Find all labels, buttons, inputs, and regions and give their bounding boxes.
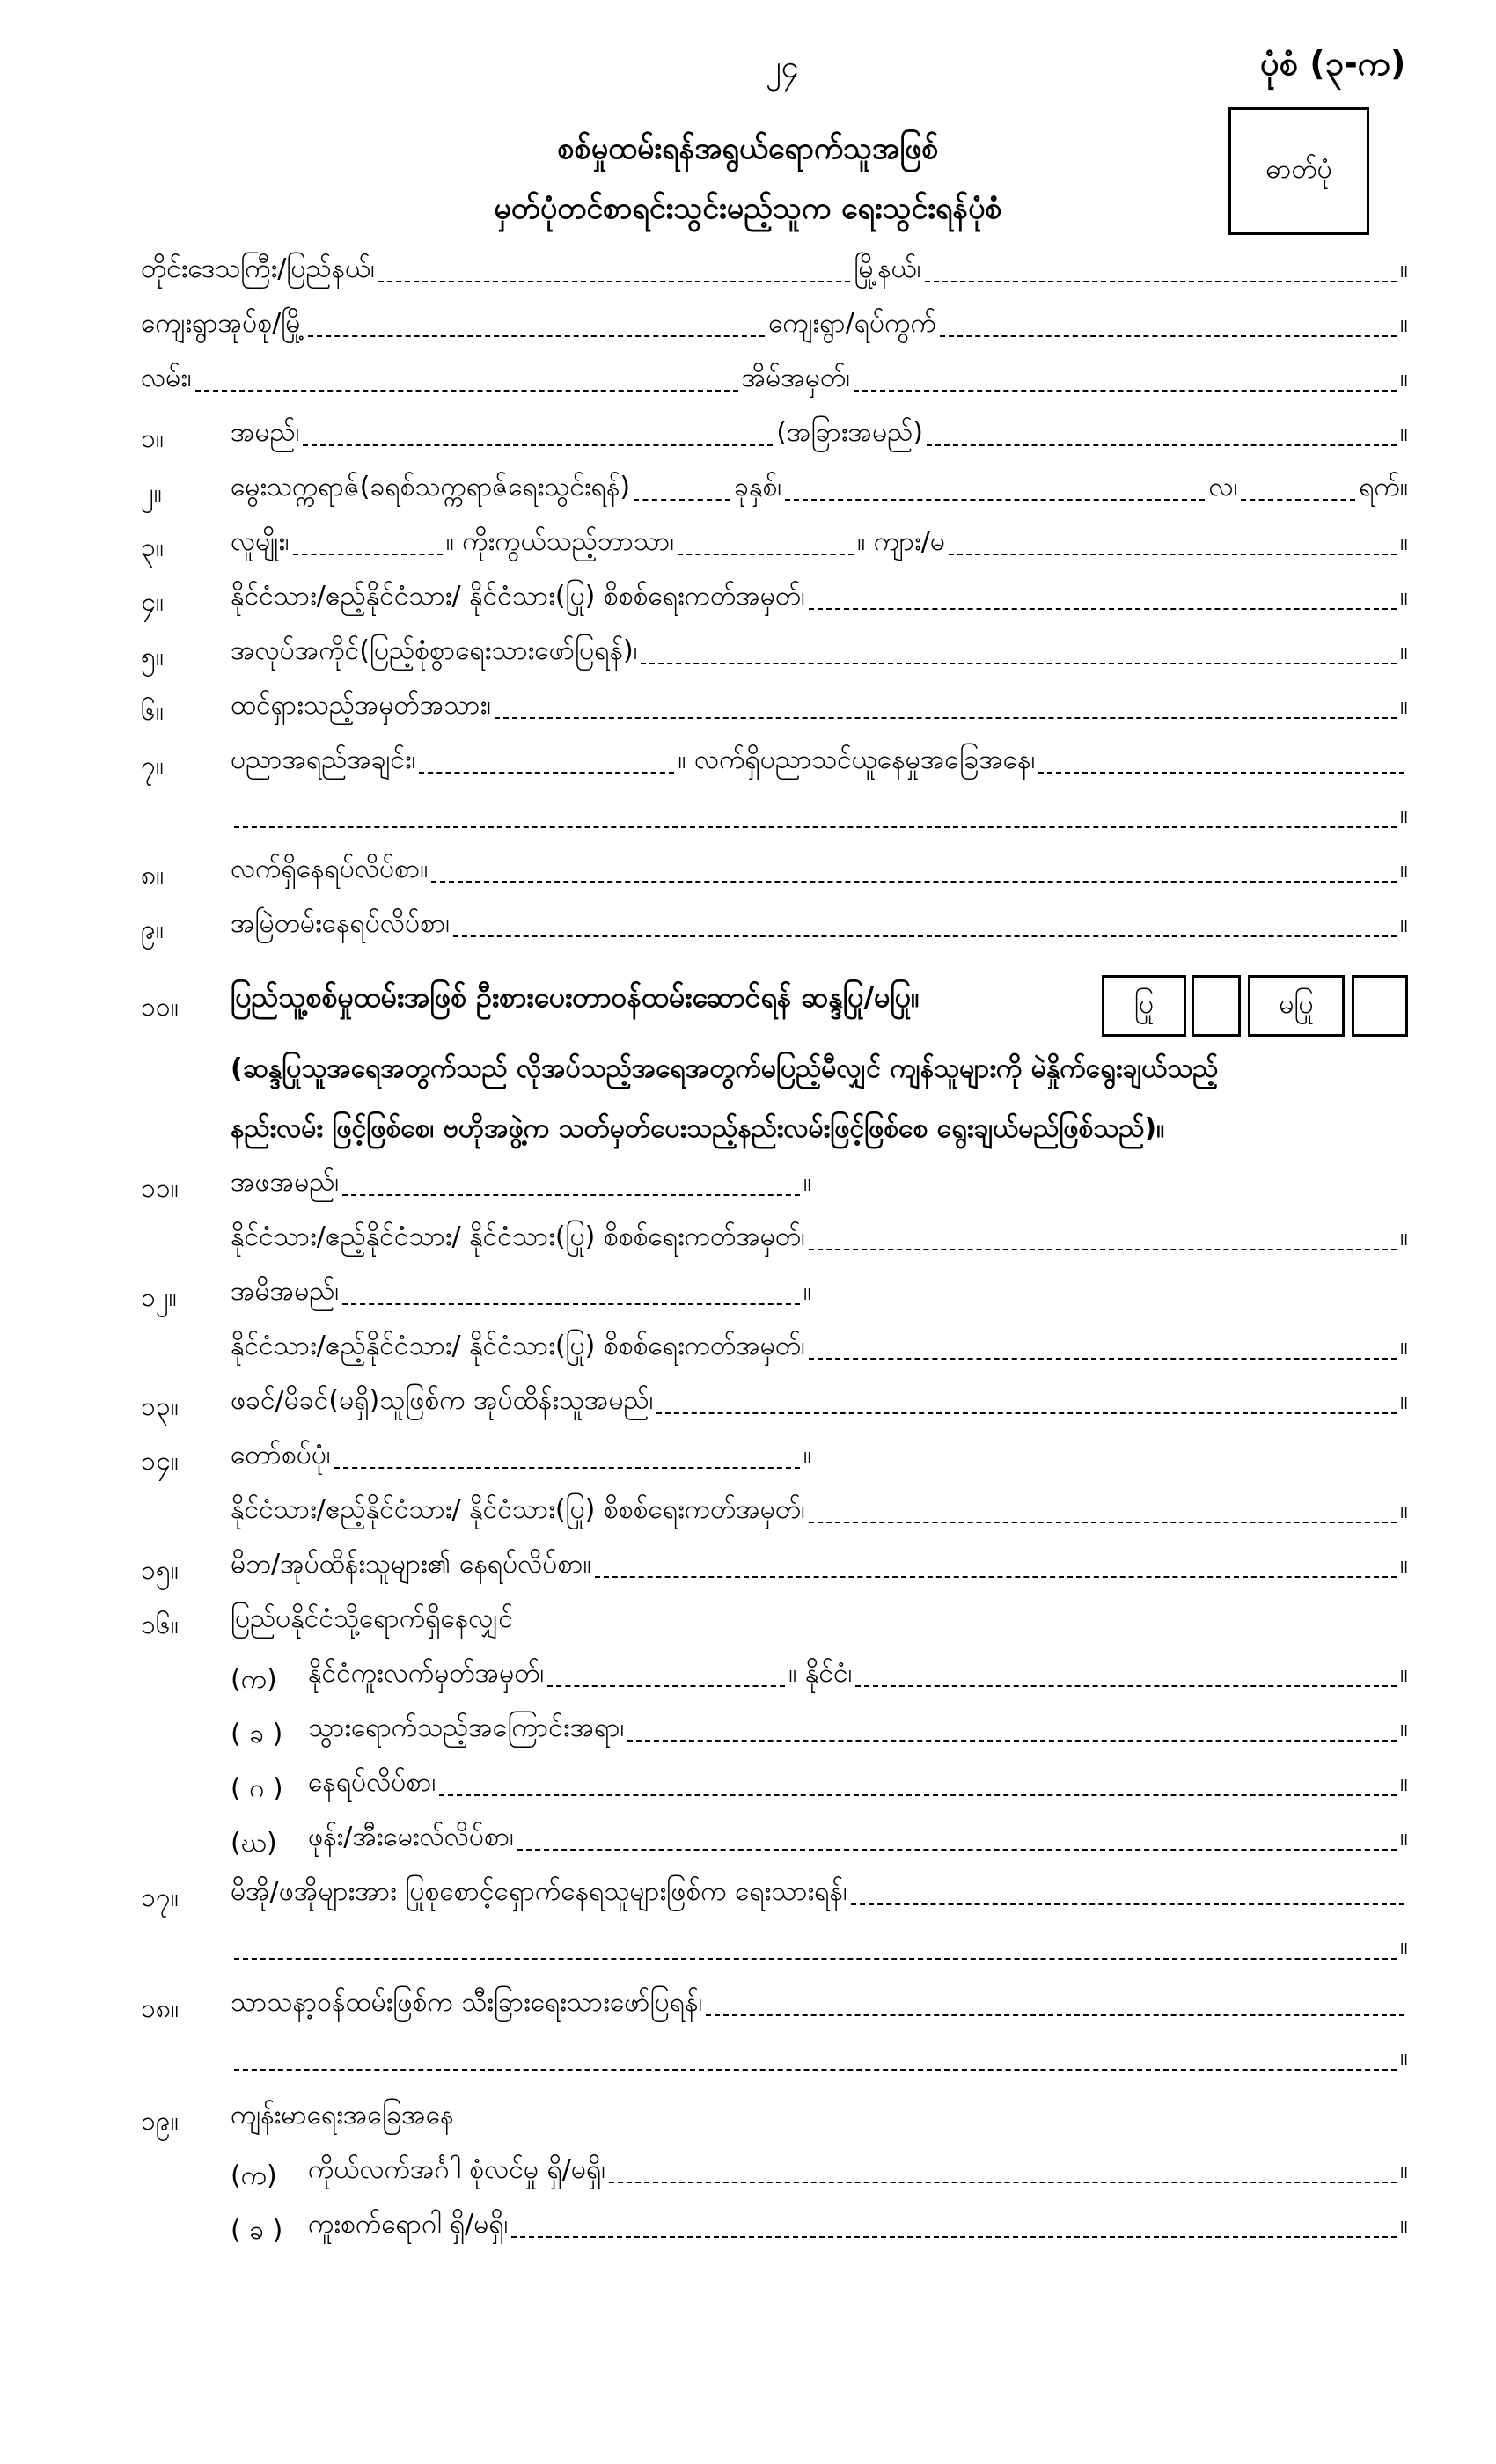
other-name-label: (အခြားအမည်) [776,417,923,448]
item-18-continuation [231,2038,1408,2079]
item-number-13: ၁၃။ [141,1391,179,1422]
guardian-name-label: ဖခင်/မိခင်(မရှိ)သူဖြစ်က အုပ်ထိန်းသူအမည်၊ [231,1385,654,1416]
item-9-row [231,905,1408,945]
relationship-field[interactable] [334,1467,800,1469]
current-address-label: လက်ရှိနေရပ်လိပ်စာ။ [231,854,429,884]
item-17-row [231,1873,1408,1913]
dob-day-label: ရက် [1359,472,1400,502]
end-mark: ။ [803,1276,811,1307]
sub-19b-key: ( ခ ) [231,2215,283,2246]
end-mark: ။ [1399,417,1408,448]
end-mark: ။ [1399,253,1409,284]
item-number-19: ၁၉။ [141,2106,179,2137]
item-4-row [231,577,1408,618]
passport-label: နိုင်ငံကူးလက်မှတ်အမှတ်၊ [308,1658,545,1689]
permanent-address-label: အမြဲတမ်းနေရပ်လိပ်စာ၊ [231,908,451,939]
sex-field[interactable] [949,554,1397,555]
permanent-address-field[interactable] [453,935,1397,937]
current-study-field[interactable] [1038,772,1404,774]
occupation-label: အလုပ်အကိုင်(ပြည့်စုံစွာရေးသားဖော်ပြရန်)၊ [231,635,638,666]
district-field[interactable] [925,281,1397,282]
item-5-row [231,632,1408,672]
street-label: လမ်း၊ [141,363,192,393]
dob-label: မွေးသက္ကရာဇ်(ခရစ်သက္ကရာဇ်ရေးသွင်းရန်) [231,472,631,502]
item-19-row [231,2096,1408,2137]
name-field[interactable] [303,444,773,446]
item-number-15: ၁၅။ [141,1555,179,1586]
physical-fitness-label: ကိုယ်လက်အင်္ဂါ စုံလင်မှု ရှိ/မရှိ၊ [308,2154,606,2185]
item-16-row [231,1600,1408,1640]
dob-month-label: လ၊ [1208,472,1238,502]
religious-staff-field[interactable] [706,2014,1404,2016]
physical-fitness-field[interactable] [609,2182,1397,2183]
end-mark: ။ [1399,799,1408,830]
abroad-address-field[interactable] [439,1794,1397,1796]
item-number-11: ၁၁။ [141,1173,179,1204]
sex-label: ။ ကျား/မ [857,526,945,557]
village-row [141,304,1408,345]
end-mark: ။ [1399,1494,1408,1525]
end-mark: ။ [803,1167,811,1198]
region-label: တိုင်းဒေသကြီး/ပြည်နယ်၊ [141,253,375,284]
volunteer-question: ပြည်သူ့စစ်မှုထမ်းအဖြစ် ဦးစားပေးတာဝန်ထမ်းဆောင်ရန် ဆန္ဒပြု/မပြု။ [231,980,920,1014]
guardian-id-label: နိုင်ငံသား/ဧည့်နိုင်ငံသား/ နိုင်ငံသား(ပြု) စိစစ်ရေးကတ်အမှတ်၊ [231,1494,805,1525]
caregiver-field[interactable] [851,1903,1404,1905]
guardian-name-field[interactable] [656,1412,1397,1414]
item-number-10: ၁၀။ [141,992,179,1023]
sub-19a-key: (က) [231,2160,277,2191]
abroad-heading: ပြည်ပနိုင်ငံသို့ရောက်ရှိနေလျှင် [231,1603,513,1634]
id-card-label: နိုင်ငံသား/ဧည့်နိုင်ငံသား/ နိုင်ငံသား(ပြု) စိစစ်ရေးကတ်အမှတ်၊ [231,581,805,612]
mother-id-field[interactable] [809,1358,1397,1360]
item-2-row [231,468,1408,509]
end-mark: ။ [1399,854,1408,884]
item-3-row [231,523,1408,563]
house-no-field[interactable] [854,390,1397,392]
health-heading: ကျန်းမာရေးအခြေအနေ [231,2100,454,2130]
item-7-row [231,741,1408,781]
form-number: ပုံစံ (၃-က) [1260,44,1406,83]
volunteer-no-label [1248,975,1345,1037]
page-number: ၂၄ [766,49,799,85]
selection-note-line1: (ဆန္ဒပြုသူအရေအတွက်သည် လိုအပ်သည့်အရေအတွက်မပြည့်မီလျှင် ကျန်သူများကို မဲနှိုက်ရွေးချယ်သည့် [231,1053,1219,1084]
mother-id-row [231,1327,1408,1368]
end-mark: ။ [1399,1712,1408,1743]
name-label: အမည်၊ [231,417,300,448]
end-mark: ။ [1399,363,1409,393]
caregiver-label: မိအို/ဖအိုများအား ပြုစုစောင့်ရှောက်နေရသူများဖြစ်က ရေးသားရန်၊ [231,1876,847,1907]
item-1-row [231,414,1408,454]
end-mark: ။ [1399,581,1408,612]
street-row [141,359,1408,400]
father-name-label: အဖအမည်၊ [231,1167,340,1198]
form-title-line1: စစ်မှုထမ်းရန်အရွယ်ရောက်သူအဖြစ် [557,131,939,166]
region-field[interactable] [378,281,850,282]
item-number-3: ၃။ [141,532,164,563]
item-number-9: ၉။ [141,914,164,945]
current-address-field[interactable] [431,881,1397,883]
item-number-8: ၈။ [141,860,165,891]
father-id-field[interactable] [809,1249,1397,1250]
sub-16d-row [308,1818,1408,1859]
end-mark: ။ [1399,690,1408,721]
item-number-2: ၂။ [141,478,162,509]
item-11-row [231,1163,811,1204]
item-6-row [231,686,1408,727]
item-15-row [231,1545,1408,1586]
end-mark: ။ [1399,2209,1408,2240]
education-label: ပညာအရည်အချင်း၊ [231,744,416,775]
item-13-row [231,1382,1408,1422]
abroad-address-label: နေရပ်လိပ်စာ၊ [308,1767,436,1798]
phone-email-label: ဖုန်း/အီးမေးလ်လိပ်စာ၊ [308,1822,514,1852]
sub-16c-row [308,1764,1408,1804]
id-card-field[interactable] [809,608,1397,610]
race-field[interactable] [293,554,443,555]
father-name-field[interactable] [342,1194,800,1196]
end-mark: ။ [803,1440,811,1470]
end-mark: ။ [1399,1221,1408,1252]
end-mark: ။ [1399,472,1408,502]
item-number-5: ၅။ [141,642,164,672]
sub-19a-row [308,2151,1408,2191]
item-number-7: ၇။ [141,751,164,781]
occupation-field[interactable] [641,663,1396,664]
sub-16d-key: (ဃ) [231,1828,277,1859]
religion-field[interactable] [678,554,854,555]
sub-16b-row [308,1709,1408,1749]
dob-year-field[interactable] [634,499,730,501]
village-tract-field[interactable] [308,335,765,337]
village-field[interactable] [940,335,1397,337]
religion-label: ။ ကိုးကွယ်သည့်ဘာသာ၊ [445,526,675,557]
item-number-14: ၁၄။ [141,1446,179,1477]
volunteer-no-checkbox[interactable] [1352,975,1408,1037]
current-study-label: ။ လက်ရှိပညာသင်ယူနေမှုအခြေအနေ၊ [678,744,1036,775]
volunteer-yes-label [1102,975,1186,1037]
form-title-line2: မှတ်ပုံတင်စာရင်းသွင်းမည့်သူက ရေးသွင်းရန်ပုံစံ [494,191,1002,226]
current-study-field-line2[interactable] [234,826,1397,828]
other-name-field[interactable] [927,444,1397,446]
end-mark: ။ [1399,908,1408,939]
house-no-label: အိမ်အမှတ်၊ [741,363,850,393]
travel-purpose-label: သွားရောက်သည့်အကြောင်းအရာ၊ [308,1712,625,1743]
race-label: လူမျိုး၊ [231,526,290,557]
item-18-row [231,1984,1408,2024]
end-mark: ။ [1399,1385,1408,1416]
item-number-12: ၁၂။ [141,1282,177,1313]
guardian-id-field[interactable] [809,1522,1397,1523]
village-tract-label: ကျေးရွာအုပ်စု/မြို့ [141,308,305,339]
photo-label: ဓာတ်ပုံ [1265,154,1332,185]
sub-16b-key: ( ခ ) [231,1719,283,1749]
mother-id-label: နိုင်ငံသား/ဧည့်နိုင်ငံသား/ နိုင်ငံသား(ပြု) စိစစ်ရေးကတ်အမှတ်၊ [231,1331,805,1361]
parents-address-label: မိဘ/အုပ်ထိန်းသူများ၏ နေရပ်လိပ်စာ။ [231,1549,591,1580]
end-mark: ။ [1399,2154,1408,2185]
end-mark: ။ [1399,526,1408,557]
volunteer-yes-checkbox[interactable] [1192,975,1241,1037]
sub-16a-key: (က) [231,1664,277,1695]
end-mark: ။ [1399,1822,1408,1852]
passport-field[interactable] [547,1685,785,1687]
end-mark: ။ [1399,2042,1408,2072]
country-field[interactable] [855,1685,1397,1687]
item-14-row [231,1436,811,1477]
dob-year-label: ခုနှစ်၊ [734,472,782,502]
education-field[interactable] [419,772,674,774]
sub-19b-row [308,2205,1408,2246]
guardian-id-row [231,1491,1408,1531]
item-number-6: ၆။ [141,696,164,727]
religious-staff-field-line2[interactable] [234,2069,1397,2071]
identifying-mark-field[interactable] [495,717,1397,719]
identifying-mark-label: ထင်ရှားသည့်အမှတ်အသား၊ [231,690,491,721]
sub-16c-key: ( ဂ ) [231,1773,283,1804]
father-id-label: နိုင်ငံသား/ဧည့်နိုင်ငံသား/ နိုင်ငံသား(ပြု) စိစစ်ရေးကတ်အမှတ်၊ [231,1221,805,1252]
item-number-1: ၁။ [141,423,164,454]
father-id-row [231,1218,1408,1258]
phone-email-field[interactable] [517,1849,1397,1851]
selection-note-line2: နည်းလမ်း ဖြင့်ဖြစ်စေ၊ ဗဟိုအဖွဲ့က သတ်မှတ်ပေးသည့်နည်းလမ်းဖြင့်ဖြစ်စေ ရွေးချယ်မည်ဖြစ်သည်)။ [231,1113,1165,1144]
end-mark: ။ [1399,1658,1408,1689]
religious-staff-label: သာသနာ့ဝန်ထမ်းဖြစ်က သီးခြားရေးသားဖော်ပြရန်၊ [231,1987,703,2018]
item-number-18: ၁၈။ [141,1993,180,2024]
sub-16a-row [308,1654,1408,1695]
dob-day-field[interactable] [1241,499,1355,501]
travel-purpose-field[interactable] [627,1740,1396,1742]
relationship-label: တော်စပ်ပုံ၊ [231,1440,331,1470]
village-label: ကျေးရွာ/ရပ်ကွက် [768,308,936,339]
item-17-continuation [231,1927,1408,1968]
volunteer-no-text: မပြု [1279,988,1314,1020]
item-number-17: ၁၇။ [141,1882,179,1913]
contagious-disease-label: ကူးစက်ရောဂါ ရှိ/မရှိ၊ [308,2209,509,2240]
region-district-row [141,250,1408,290]
volunteer-yes-text: ပြု [1133,988,1155,1020]
end-mark: ။ [1399,1767,1408,1798]
item-number-16: ၁၆။ [141,1610,179,1640]
contagious-disease-field[interactable] [511,2236,1397,2238]
dob-month-field[interactable] [785,499,1205,501]
item-number-4: ၄။ [141,587,164,618]
end-mark: ။ [1399,1931,1408,1962]
item-12-row [231,1272,811,1313]
caregiver-field-line2[interactable] [234,1958,1397,1960]
item-7-continuation [231,796,1408,836]
parents-address-field[interactable] [595,1576,1397,1578]
mother-name-label: အမိအမည်၊ [231,1276,340,1307]
item-8-row [231,850,1408,891]
end-mark: ။ [1399,1331,1408,1361]
end-mark: ။ [1399,635,1408,666]
country-label: ။ နိုင်ငံ၊ [788,1658,853,1689]
end-mark: ။ [1399,1549,1408,1580]
end-mark: ။ [1399,308,1408,339]
mother-name-field[interactable] [342,1303,800,1305]
district-label: မြို့နယ်၊ [854,253,921,284]
street-field[interactable] [195,390,738,392]
